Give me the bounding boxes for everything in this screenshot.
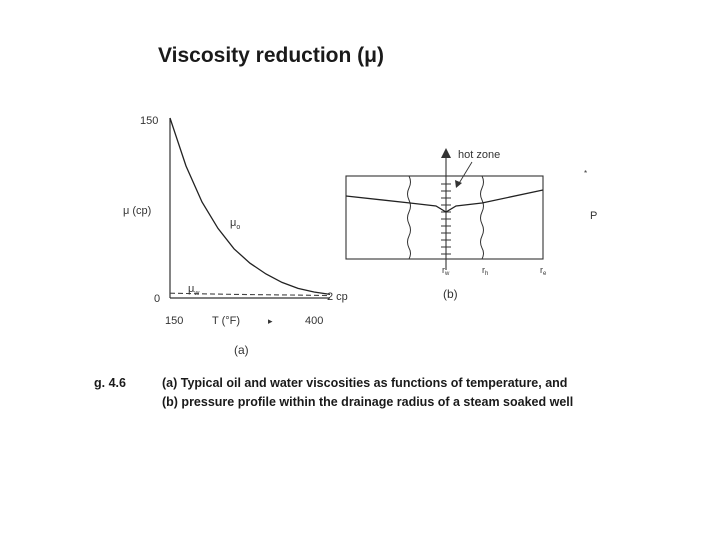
annotation-hot-zone: hot zone [458,149,501,161]
hot-zone-pointer-arrow [455,180,462,188]
pressure-profile-line [346,190,543,212]
y-tick-label: 0 [154,293,161,305]
y-tick-label: 150 [140,115,159,127]
annotation-2cp: 2 cp [327,291,348,303]
hot-zone-pointer [458,162,472,185]
x-axis-arrow: ▸ [268,316,273,326]
x-tick-label: 400 [305,315,324,327]
panel-a [123,115,348,357]
series-line-oil [170,118,330,294]
marker-rh: $r_h$ [482,265,489,277]
y-axis-label-p: P [590,210,598,222]
marker-re: $r_e$ [540,265,547,277]
caption-line-1: (a) Typical oil and water viscosities as functions of temperature, and [162,376,568,390]
caption-line-2: (b) pressure profile within the drainage radius of a steam soaked well [162,395,574,409]
marker-rw: $r_w$ [442,265,450,277]
panel-label-b: (b) [443,287,458,301]
stray-mark: * [584,169,588,178]
wellbore-arrow [441,148,451,158]
series-label-oil: $\mu_o$ [230,217,241,231]
y-axis-label: μ (cp) [123,205,152,217]
panel-label-a: (a) [234,343,249,357]
x-axis-label: T (°F) [212,315,241,327]
figure-number: g. 4.6 [94,376,126,390]
panel-b [346,148,597,301]
slide-title: Viscosity reduction (μ) [158,44,385,67]
hot-zone-boundary-left [408,176,411,259]
x-tick-label: 150 [165,315,184,327]
hot-zone-boundary-right [481,176,484,259]
series-label-water: $\mu_w$ [188,283,200,297]
